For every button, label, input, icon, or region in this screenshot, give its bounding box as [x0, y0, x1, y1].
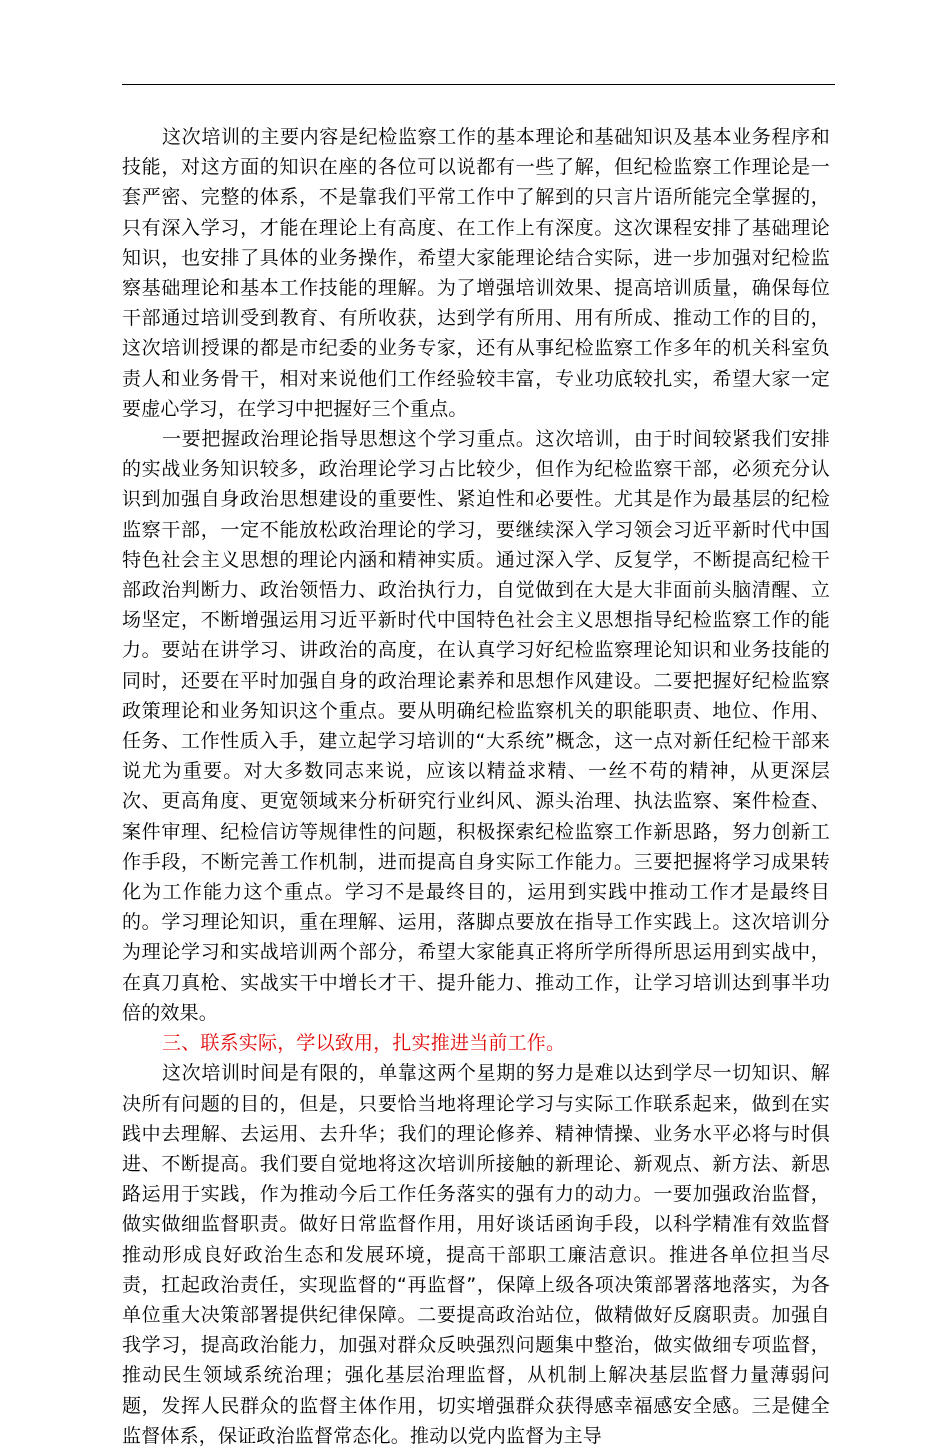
paragraph-three-focus-points: 一要把握政治理论指导思想这个学习重点。这次培训，由于时间较紧我们安排的实战业务知识较多，政治理论学习占比较少，但作为纪检监察干部，必须充分认识到加强自身政治思想建设的重要性、紧迫性和必要性。尤其是作为最基层的纪检监察干部，一定不能放松政治理论的学习，要继续深入学习领会习近平新时代中国特色社会主义思想的理论内涵和精神实质。通过深入学、反复学，不断提高纪检干部政治判断力、政治领悟力、政治执行力，自觉做到在大是大非面前头脑清醒、立场坚定，不断增强运用习近平新时代中国特色社会主义思想指导纪检监察工作的能力。要站在讲学习、讲政治的高度，在认真学习好纪检监察理论知识和业务技能的同时，还要在平时加强自身的政治理论素养和思想作风建设。二要把握好纪检监察政策理论和业务知识这个重点。要从明确纪检监察机关的职能职责、地位、作用、任务、工作性质入手，建立起学习培训的“大系统”概念，这一点对新任纪检干部来说尤为重要。对大多数同志来说，应该以精益求精、一丝不苟的精神，从更深层次、更高角度、更宽领域来分析研究行业纠风、源头治理、执法监察、案件检查、案件审理、纪检信访等规律性的问题，积极探索纪检监察工作新思路，努力创新工作手段，不断完善工作机制，进而提高自身实际工作能力。三要把握将学习成果转化为工作能力这个重点。学习不是最终目的，运用到实践中推动工作才是最终目的。学习理论知识，重在理解、运用，落脚点要放在指导工作实践上。这次培训分为理论学习和实战培训两个部分，希望大家能真正将所学所得所思运用到实战中，在真刀真枪、实战实干中增长才干、提升能力、推动工作，让学习培训达到事半功倍的效果。 [122, 428, 830, 1024]
document-body [122, 122, 830, 1451]
section-heading-3: 三、联系实际，学以致用，扎实推进当前工作。 [162, 1032, 566, 1055]
paragraph-practice: 这次培训时间是有限的，单靠这两个星期的努力是难以达到学尽一切知识、解决所有问题的目的，但是，只要恰当地将理论学习与实际工作联系起来，做到在实践中去理解、去运用、去升华；我们的理论修养、精神情操、业务水平必将与时俱进、不断提高。我们要自觉地将这次培训所接触的新理论、新观点、新方法、新思路运用于实践，作为推动今后工作任务落实的强有力的动力。一要加强政治监督，做实做细监督职责。做好日常监督作用，用好谈话函询手段，以科学精准有效监督推动形成良好政治生态和发展环境，提高干部职工廉洁意识。推进各单位担当尽责，扛起政治责任，实现监督的“再监督”，保障上级各项决策部署落地落实，为各单位重大决策部署提供纪律保障。二要提高政治站位，做精做好反腐职责。加强自我学习，提高政治能力，加强对群众反映强烈问题集中整治，做实做细专项监督，推动民生领域系统治理；强化基层治理监督，从机制上解决基层监督力量薄弱问题，发挥人民群众的监督主体作用，切实增强群众获得感幸福感安全感。三是健全监督体系，保证政治监督常态化。推动以党内监督为主导 [122, 1062, 830, 1447]
header-rule [122, 84, 835, 85]
paragraph-training-content: 这次培训的主要内容是纪检监察工作的基本理论和基础知识及基本业务程序和技能，对这方面的知识在座的各位可以说都有一些了解，但纪检监察工作理论是一套严密、完整的体系，不是靠我们平常工作中了解到的只言片语所能完全掌握的，只有深入学习，才能在理论上有高度、在工作上有深度。这次课程安排了基础理论知识，也安排了具体的业务操作，希望大家能理论结合实际，进一步加强对纪检监察基础理论和基本工作技能的理解。为了增强培训效果、提高培训质量，确保每位干部通过培训受到教育、有所收获，达到学有所用、用有所成、推动工作的目的，这次培训授课的都是市纪委的业务专家，还有从事纪检监察工作多年的机关科室负责人和业务骨干，相对来说他们工作经验较丰富，专业功底较扎实，希望大家一定要虚心学习，在学习中把握好三个重点。 [122, 126, 830, 420]
